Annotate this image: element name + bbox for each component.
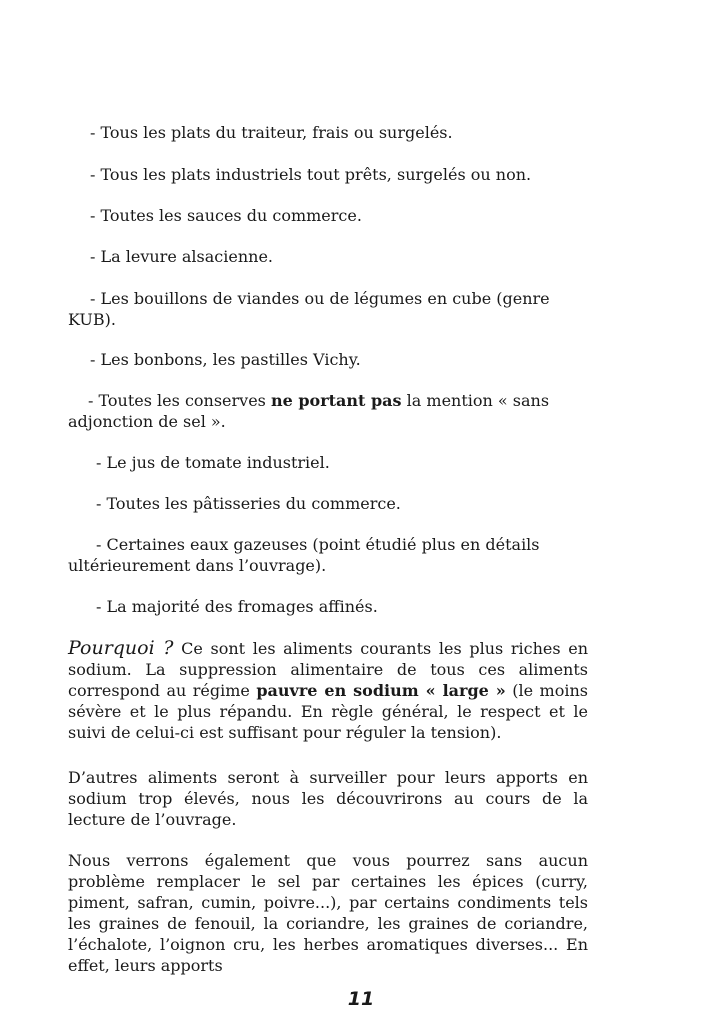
page-number: 11 xyxy=(347,988,375,1010)
list-item: - Toutes les pâtisseries du commerce. xyxy=(96,494,401,513)
list-item-emphasis: ne portant pas xyxy=(270,391,402,410)
list-item: - Les bonbons, les pastilles Vichy. xyxy=(90,350,361,369)
paragraph: Nous verrons également que vous pourrez sans aucun problème remplacer le sel par certaines les épices (curry, piment, safran, cumin, poivre...), par certains condiments tels les graines de fenouil, la coriandre, les graines de coriandre, l’échalote, l’oignon cru, les herbes aromatiques diverses... En effet, leurs apports xyxy=(68,851,588,975)
list-item-text: - Toutes les conserves xyxy=(88,391,271,410)
list-item xyxy=(88,390,549,411)
paragraph-text: Ce sont les aliments courants les plus riches en sodium. La suppression alimentaire de tous ces aliments correspond au régime xyxy=(68,639,588,700)
list-item: - Tous les plats industriels tout prêts, surgelés ou non. xyxy=(90,165,532,184)
list-item: - Le jus de tomate industriel. xyxy=(96,453,330,472)
paragraph-emphasis: pauvre en sodium « large » xyxy=(256,681,506,700)
list-item: - Tous les plats du traiteur, frais ou surgelés. xyxy=(90,123,453,142)
paragraph: D’autres aliments seront à surveiller pour leurs apports en sodium trop élevés, nous les découvrirons au cours de la lecture de l’ouvrage. xyxy=(68,768,588,829)
list-item: - Toutes les sauces du commerce. xyxy=(90,206,362,225)
paragraph-text: (le moins sévère et le plus répandu. En règle général, le respect et le suivi de celui-ci est suffisant pour réguler la tension). xyxy=(68,681,588,742)
list-item-continuation: ultérieurement dans l’ouvrage). xyxy=(68,556,327,575)
list-item: - La majorité des fromages affinés. xyxy=(96,597,378,616)
paragraph-heading: Pourquoi ? xyxy=(68,637,174,659)
list-item: - Certaines eaux gazeuses (point étudié plus en détails xyxy=(96,535,540,554)
paragraph-pourquoi xyxy=(68,638,588,743)
list-item: - Les bouillons de viandes ou de légumes en cube (genre xyxy=(90,289,550,308)
list-item: - La levure alsacienne. xyxy=(90,247,273,266)
list-item-continuation: KUB). xyxy=(68,310,116,329)
list-item-continuation: adjonction de sel ». xyxy=(68,412,226,431)
list-item-text: la mention « sans xyxy=(401,391,550,410)
